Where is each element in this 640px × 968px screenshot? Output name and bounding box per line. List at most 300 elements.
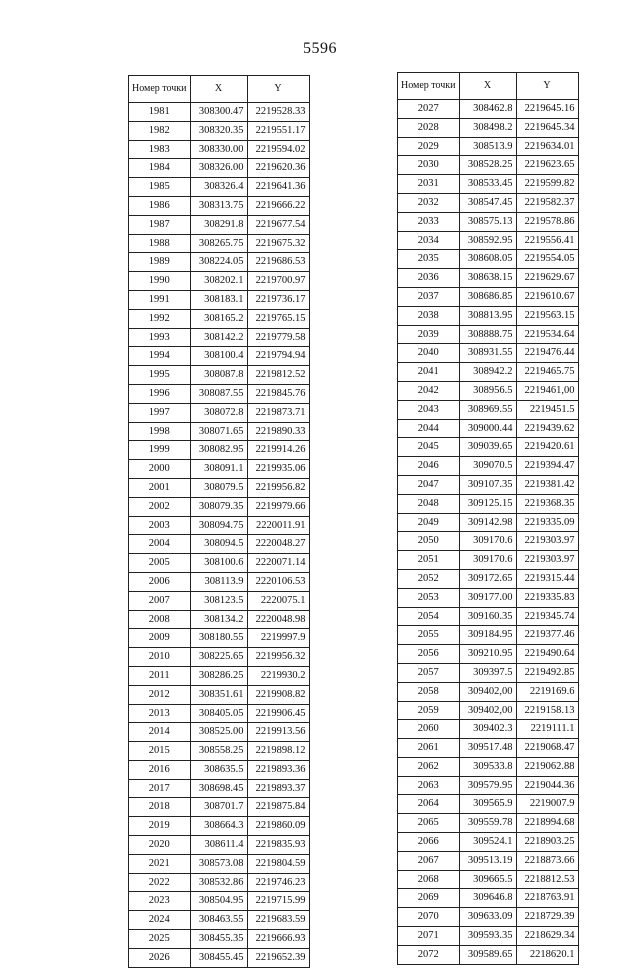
point-number-cell: 2060 (398, 720, 460, 739)
y-coordinate-cell: 2219913.56 (247, 723, 309, 742)
x-coordinate-cell: 309000.44 (459, 419, 516, 438)
point-number-cell: 2057 (398, 663, 460, 682)
y-coordinate-cell: 2219935.06 (247, 460, 309, 479)
y-coordinate-cell: 2219930.2 (247, 666, 309, 685)
table-row (129, 723, 310, 742)
table-row (398, 344, 579, 363)
point-number-cell: 2067 (398, 851, 460, 870)
point-number-cell: 2011 (129, 666, 191, 685)
table-row (129, 309, 310, 328)
point-number-cell: 2035 (398, 250, 460, 269)
table-row (398, 588, 579, 607)
y-coordinate-cell: 2219641.36 (247, 178, 309, 197)
y-coordinate-cell: 2219158.13 (516, 701, 578, 720)
point-number-cell: 2009 (129, 629, 191, 648)
table-row (398, 231, 579, 250)
point-number-cell: 2037 (398, 287, 460, 306)
x-coordinate-cell: 308504.95 (190, 892, 247, 911)
x-coordinate-cell: 308558.25 (190, 742, 247, 761)
x-coordinate-cell: 308664.3 (190, 817, 247, 836)
table-row (398, 118, 579, 137)
point-number-cell: 2041 (398, 363, 460, 382)
x-coordinate-cell: 308547.45 (459, 193, 516, 212)
point-number-cell: 1999 (129, 441, 191, 460)
y-coordinate-cell: 2219007.9 (516, 795, 578, 814)
point-number-cell: 2043 (398, 400, 460, 419)
table-row (398, 494, 579, 513)
y-coordinate-cell: 2219779.58 (247, 328, 309, 347)
point-number-cell: 2006 (129, 572, 191, 591)
x-coordinate-cell: 308087.55 (190, 384, 247, 403)
table-row (398, 607, 579, 626)
header-y: Y (516, 73, 578, 100)
point-number-cell: 2018 (129, 798, 191, 817)
point-number-cell: 2022 (129, 873, 191, 892)
point-number-cell: 2033 (398, 212, 460, 231)
x-coordinate-cell: 309210.95 (459, 645, 516, 664)
table-row (398, 306, 579, 325)
y-coordinate-cell: 2219629.67 (516, 269, 578, 288)
x-coordinate-cell: 308087.8 (190, 366, 247, 385)
y-coordinate-cell: 2219794.94 (247, 347, 309, 366)
point-number-cell: 2062 (398, 757, 460, 776)
table-row (398, 457, 579, 476)
y-coordinate-cell: 2219979.66 (247, 497, 309, 516)
table-row (129, 272, 310, 291)
table-row (398, 720, 579, 739)
table-row (398, 701, 579, 720)
table-row (398, 193, 579, 212)
table-row (129, 554, 310, 573)
y-coordinate-cell: 2219461,00 (516, 381, 578, 400)
x-coordinate-cell: 308455.45 (190, 948, 247, 967)
y-coordinate-cell: 2219835.93 (247, 836, 309, 855)
table-row (129, 873, 310, 892)
table-row (398, 833, 579, 852)
x-coordinate-cell: 309646.8 (459, 889, 516, 908)
table-row (129, 610, 310, 629)
point-number-cell: 2027 (398, 100, 460, 119)
point-number-cell: 2016 (129, 760, 191, 779)
y-coordinate-cell: 2219645.16 (516, 100, 578, 119)
x-coordinate-cell: 308513.9 (459, 137, 516, 156)
table-row (129, 328, 310, 347)
table-row (129, 497, 310, 516)
table-row (129, 159, 310, 178)
x-coordinate-cell: 308300.47 (190, 103, 247, 122)
point-number-cell: 1994 (129, 347, 191, 366)
y-coordinate-cell: 2219893.36 (247, 760, 309, 779)
point-number-cell: 1996 (129, 384, 191, 403)
table-row (398, 551, 579, 570)
table-row (129, 911, 310, 930)
y-coordinate-cell: 2219377.46 (516, 626, 578, 645)
x-coordinate-cell: 308405.05 (190, 704, 247, 723)
x-coordinate-cell: 308638.15 (459, 269, 516, 288)
table-row (398, 739, 579, 758)
y-coordinate-cell: 2219812.52 (247, 366, 309, 385)
x-coordinate-cell: 309107.35 (459, 475, 516, 494)
point-number-cell: 2070 (398, 908, 460, 927)
x-coordinate-cell: 309170.6 (459, 532, 516, 551)
point-number-cell: 2050 (398, 532, 460, 551)
x-coordinate-cell: 308701.7 (190, 798, 247, 817)
table-row (129, 196, 310, 215)
point-number-cell: 2010 (129, 648, 191, 667)
point-number-cell: 2015 (129, 742, 191, 761)
y-coordinate-cell: 2218812.53 (516, 870, 578, 889)
x-coordinate-cell: 308286.25 (190, 666, 247, 685)
y-coordinate-cell: 2220071.14 (247, 554, 309, 573)
table-row (129, 535, 310, 554)
y-coordinate-cell: 2220048.98 (247, 610, 309, 629)
x-coordinate-cell: 308183.1 (190, 290, 247, 309)
point-number-cell: 2014 (129, 723, 191, 742)
point-number-cell: 1989 (129, 253, 191, 272)
point-number-cell: 2056 (398, 645, 460, 664)
y-coordinate-cell: 2219804.59 (247, 854, 309, 873)
y-coordinate-cell: 2219845.76 (247, 384, 309, 403)
x-coordinate-cell: 309665.5 (459, 870, 516, 889)
table-row (398, 475, 579, 494)
y-coordinate-cell: 2219736.17 (247, 290, 309, 309)
point-number-cell: 2023 (129, 892, 191, 911)
table-row (398, 663, 579, 682)
y-coordinate-cell: 2219908.82 (247, 685, 309, 704)
page-number: 5596 (303, 40, 337, 57)
y-coordinate-cell: 2218620.1 (516, 945, 578, 964)
table-row (398, 363, 579, 382)
table-row (129, 948, 310, 967)
x-coordinate-cell: 308611.4 (190, 836, 247, 855)
x-coordinate-cell: 309559.78 (459, 814, 516, 833)
y-coordinate-cell: 2219439.62 (516, 419, 578, 438)
point-number-cell: 1995 (129, 366, 191, 385)
y-coordinate-cell: 2219765.15 (247, 309, 309, 328)
y-coordinate-cell: 2219914.26 (247, 441, 309, 460)
table-row (129, 478, 310, 497)
point-number-cell: 1987 (129, 215, 191, 234)
x-coordinate-cell: 308100.4 (190, 347, 247, 366)
y-coordinate-cell: 2219652.39 (247, 948, 309, 967)
y-coordinate-cell: 2219563.15 (516, 306, 578, 325)
table-row (129, 103, 310, 122)
table-row (398, 381, 579, 400)
table-row (398, 851, 579, 870)
x-coordinate-cell: 309513.19 (459, 851, 516, 870)
x-coordinate-cell: 309402,00 (459, 682, 516, 701)
x-coordinate-cell: 308533.45 (459, 175, 516, 194)
table-row (129, 422, 310, 441)
x-coordinate-cell: 308969.55 (459, 400, 516, 419)
x-coordinate-cell: 308091.1 (190, 460, 247, 479)
y-coordinate-cell: 2218763.91 (516, 889, 578, 908)
x-coordinate-cell: 308573.08 (190, 854, 247, 873)
x-coordinate-cell: 309633.09 (459, 908, 516, 927)
point-number-cell: 2042 (398, 381, 460, 400)
table-row (129, 234, 310, 253)
x-coordinate-cell: 308072.8 (190, 403, 247, 422)
x-coordinate-cell: 308202.1 (190, 272, 247, 291)
point-number-cell: 1990 (129, 272, 191, 291)
y-coordinate-cell: 2220048.27 (247, 535, 309, 554)
x-coordinate-cell: 308942.2 (459, 363, 516, 382)
table-row (129, 178, 310, 197)
table-row (129, 836, 310, 855)
table-row (129, 347, 310, 366)
table-row (129, 629, 310, 648)
point-number-cell: 2004 (129, 535, 191, 554)
x-coordinate-cell: 308698.45 (190, 779, 247, 798)
x-coordinate-cell: 309565.9 (459, 795, 516, 814)
y-coordinate-cell: 2219873.71 (247, 403, 309, 422)
x-coordinate-cell: 308094.75 (190, 516, 247, 535)
table-row (398, 626, 579, 645)
table-row (398, 532, 579, 551)
point-number-cell: 2064 (398, 795, 460, 814)
point-number-cell: 2045 (398, 438, 460, 457)
x-coordinate-cell: 308224.05 (190, 253, 247, 272)
y-coordinate-cell: 2219675.32 (247, 234, 309, 253)
point-number-cell: 2024 (129, 911, 191, 930)
table-row (398, 569, 579, 588)
y-coordinate-cell: 2219686.53 (247, 253, 309, 272)
point-number-cell: 2007 (129, 591, 191, 610)
point-number-cell: 2008 (129, 610, 191, 629)
x-coordinate-cell: 309172.65 (459, 569, 516, 588)
x-coordinate-cell: 308813.95 (459, 306, 516, 325)
header-x: X (190, 76, 247, 103)
y-coordinate-cell: 2219381.42 (516, 475, 578, 494)
y-coordinate-cell: 2219492.85 (516, 663, 578, 682)
y-coordinate-cell: 2219898.12 (247, 742, 309, 761)
table-row (129, 648, 310, 667)
table-row (398, 795, 579, 814)
point-number-cell: 2058 (398, 682, 460, 701)
y-coordinate-cell: 2219062.88 (516, 757, 578, 776)
x-coordinate-cell: 308462.8 (459, 100, 516, 119)
table-header-row (398, 73, 579, 100)
y-coordinate-cell: 2219528.33 (247, 103, 309, 122)
y-coordinate-cell: 2219893.37 (247, 779, 309, 798)
table-row (129, 140, 310, 159)
y-coordinate-cell: 2219860.09 (247, 817, 309, 836)
point-number-cell: 2000 (129, 460, 191, 479)
point-number-cell: 2049 (398, 513, 460, 532)
table-row (129, 403, 310, 422)
table-row (129, 930, 310, 949)
table-row (129, 253, 310, 272)
point-number-cell: 2028 (398, 118, 460, 137)
y-coordinate-cell: 2219634.01 (516, 137, 578, 156)
x-coordinate-cell: 308320.35 (190, 121, 247, 140)
point-number-cell: 2039 (398, 325, 460, 344)
x-coordinate-cell: 308351.61 (190, 685, 247, 704)
x-coordinate-cell: 308931.55 (459, 344, 516, 363)
x-coordinate-cell: 309142.98 (459, 513, 516, 532)
table-row (129, 366, 310, 385)
point-number-cell: 2003 (129, 516, 191, 535)
point-number-cell: 2055 (398, 626, 460, 645)
point-number-cell: 1997 (129, 403, 191, 422)
table-row (398, 682, 579, 701)
y-coordinate-cell: 2219956.82 (247, 478, 309, 497)
x-coordinate-cell: 308463.55 (190, 911, 247, 930)
table-row (398, 400, 579, 419)
y-coordinate-cell: 2219465.75 (516, 363, 578, 382)
y-coordinate-cell: 2219599.82 (516, 175, 578, 194)
y-coordinate-cell: 2219368.35 (516, 494, 578, 513)
x-coordinate-cell: 308608.05 (459, 250, 516, 269)
table-row (129, 121, 310, 140)
y-coordinate-cell: 2219623.65 (516, 156, 578, 175)
table-row (129, 704, 310, 723)
point-number-cell: 2040 (398, 344, 460, 363)
point-number-cell: 1992 (129, 309, 191, 328)
x-coordinate-cell: 309160.35 (459, 607, 516, 626)
point-number-cell: 2012 (129, 685, 191, 704)
point-number-cell: 2069 (398, 889, 460, 908)
point-number-cell: 2036 (398, 269, 460, 288)
y-coordinate-cell: 2220106.53 (247, 572, 309, 591)
point-number-cell: 1998 (129, 422, 191, 441)
x-coordinate-cell: 309524.1 (459, 833, 516, 852)
x-coordinate-cell: 308525.00 (190, 723, 247, 742)
point-number-cell: 1981 (129, 103, 191, 122)
table-row (398, 908, 579, 927)
y-coordinate-cell: 2219315.44 (516, 569, 578, 588)
table-row (129, 290, 310, 309)
point-number-cell: 2031 (398, 175, 460, 194)
point-number-cell: 2021 (129, 854, 191, 873)
x-coordinate-cell: 308528.25 (459, 156, 516, 175)
point-number-cell: 1988 (129, 234, 191, 253)
table-row (129, 460, 310, 479)
table-row (398, 269, 579, 288)
x-coordinate-cell: 308635.5 (190, 760, 247, 779)
y-coordinate-cell: 2218903.25 (516, 833, 578, 852)
point-number-cell: 2052 (398, 569, 460, 588)
table-row (398, 945, 579, 964)
x-coordinate-cell: 308113.9 (190, 572, 247, 591)
y-coordinate-cell: 2220011.91 (247, 516, 309, 535)
point-number-cell: 1986 (129, 196, 191, 215)
y-coordinate-cell: 2219068.47 (516, 739, 578, 758)
x-coordinate-cell: 308686.85 (459, 287, 516, 306)
y-coordinate-cell: 2219645.34 (516, 118, 578, 137)
header-point-number: Номер точки (129, 76, 191, 103)
x-coordinate-cell: 308079.5 (190, 478, 247, 497)
point-number-cell: 2030 (398, 156, 460, 175)
y-coordinate-cell: 2219594.02 (247, 140, 309, 159)
table-row (129, 779, 310, 798)
table-row (129, 384, 310, 403)
x-coordinate-cell: 309593.35 (459, 927, 516, 946)
table-row (129, 516, 310, 535)
x-coordinate-cell: 308326.00 (190, 159, 247, 178)
table-row (129, 666, 310, 685)
point-number-cell: 1983 (129, 140, 191, 159)
x-coordinate-cell: 309039.65 (459, 438, 516, 457)
point-number-cell: 2001 (129, 478, 191, 497)
x-coordinate-cell: 308291.8 (190, 215, 247, 234)
x-coordinate-cell: 308082.95 (190, 441, 247, 460)
table-row (398, 814, 579, 833)
point-number-cell: 2047 (398, 475, 460, 494)
table-row (398, 156, 579, 175)
x-coordinate-cell: 308956.5 (459, 381, 516, 400)
y-coordinate-cell: 2219335.09 (516, 513, 578, 532)
x-coordinate-cell: 309402,00 (459, 701, 516, 720)
coordinates-table-right (397, 72, 579, 965)
x-coordinate-cell: 308455.35 (190, 930, 247, 949)
point-number-cell: 2063 (398, 776, 460, 795)
point-number-cell: 2038 (398, 306, 460, 325)
table-row (129, 742, 310, 761)
x-coordinate-cell: 308313.75 (190, 196, 247, 215)
point-number-cell: 2002 (129, 497, 191, 516)
header-x: X (459, 73, 516, 100)
point-number-cell: 2048 (398, 494, 460, 513)
point-number-cell: 2017 (129, 779, 191, 798)
point-number-cell: 2005 (129, 554, 191, 573)
x-coordinate-cell: 308100.6 (190, 554, 247, 573)
x-coordinate-cell: 308079.35 (190, 497, 247, 516)
point-number-cell: 2053 (398, 588, 460, 607)
x-coordinate-cell: 309533.8 (459, 757, 516, 776)
y-coordinate-cell: 2219303.97 (516, 532, 578, 551)
y-coordinate-cell: 2219476.44 (516, 344, 578, 363)
y-coordinate-cell: 2218873.66 (516, 851, 578, 870)
point-number-cell: 2059 (398, 701, 460, 720)
x-coordinate-cell: 309070.5 (459, 457, 516, 476)
x-coordinate-cell: 308225.65 (190, 648, 247, 667)
y-coordinate-cell: 2219044.36 (516, 776, 578, 795)
point-number-cell: 2072 (398, 945, 460, 964)
x-coordinate-cell: 308532.86 (190, 873, 247, 892)
y-coordinate-cell: 2219551.17 (247, 121, 309, 140)
y-coordinate-cell: 2219111.1 (516, 720, 578, 739)
point-number-cell: 1984 (129, 159, 191, 178)
x-coordinate-cell: 309402.3 (459, 720, 516, 739)
point-number-cell: 2066 (398, 833, 460, 852)
point-number-cell: 2068 (398, 870, 460, 889)
point-number-cell: 2044 (398, 419, 460, 438)
x-coordinate-cell: 309397.5 (459, 663, 516, 682)
table-row (129, 685, 310, 704)
y-coordinate-cell: 2219394.47 (516, 457, 578, 476)
point-number-cell: 2046 (398, 457, 460, 476)
point-number-cell: 2061 (398, 739, 460, 758)
table-row (129, 215, 310, 234)
x-coordinate-cell: 308498.2 (459, 118, 516, 137)
y-coordinate-cell: 2219169.6 (516, 682, 578, 701)
y-coordinate-cell: 2219890.33 (247, 422, 309, 441)
table-row (398, 325, 579, 344)
x-coordinate-cell: 308888.75 (459, 325, 516, 344)
y-coordinate-cell: 2219554.05 (516, 250, 578, 269)
table-row (129, 591, 310, 610)
y-coordinate-cell: 2219420.61 (516, 438, 578, 457)
table-row (398, 137, 579, 156)
coordinates-table-left (128, 75, 310, 968)
x-coordinate-cell: 308592.95 (459, 231, 516, 250)
y-coordinate-cell: 2219677.54 (247, 215, 309, 234)
y-coordinate-cell: 2220075.1 (247, 591, 309, 610)
y-coordinate-cell: 2219906.45 (247, 704, 309, 723)
point-number-cell: 2065 (398, 814, 460, 833)
table-row (398, 927, 579, 946)
